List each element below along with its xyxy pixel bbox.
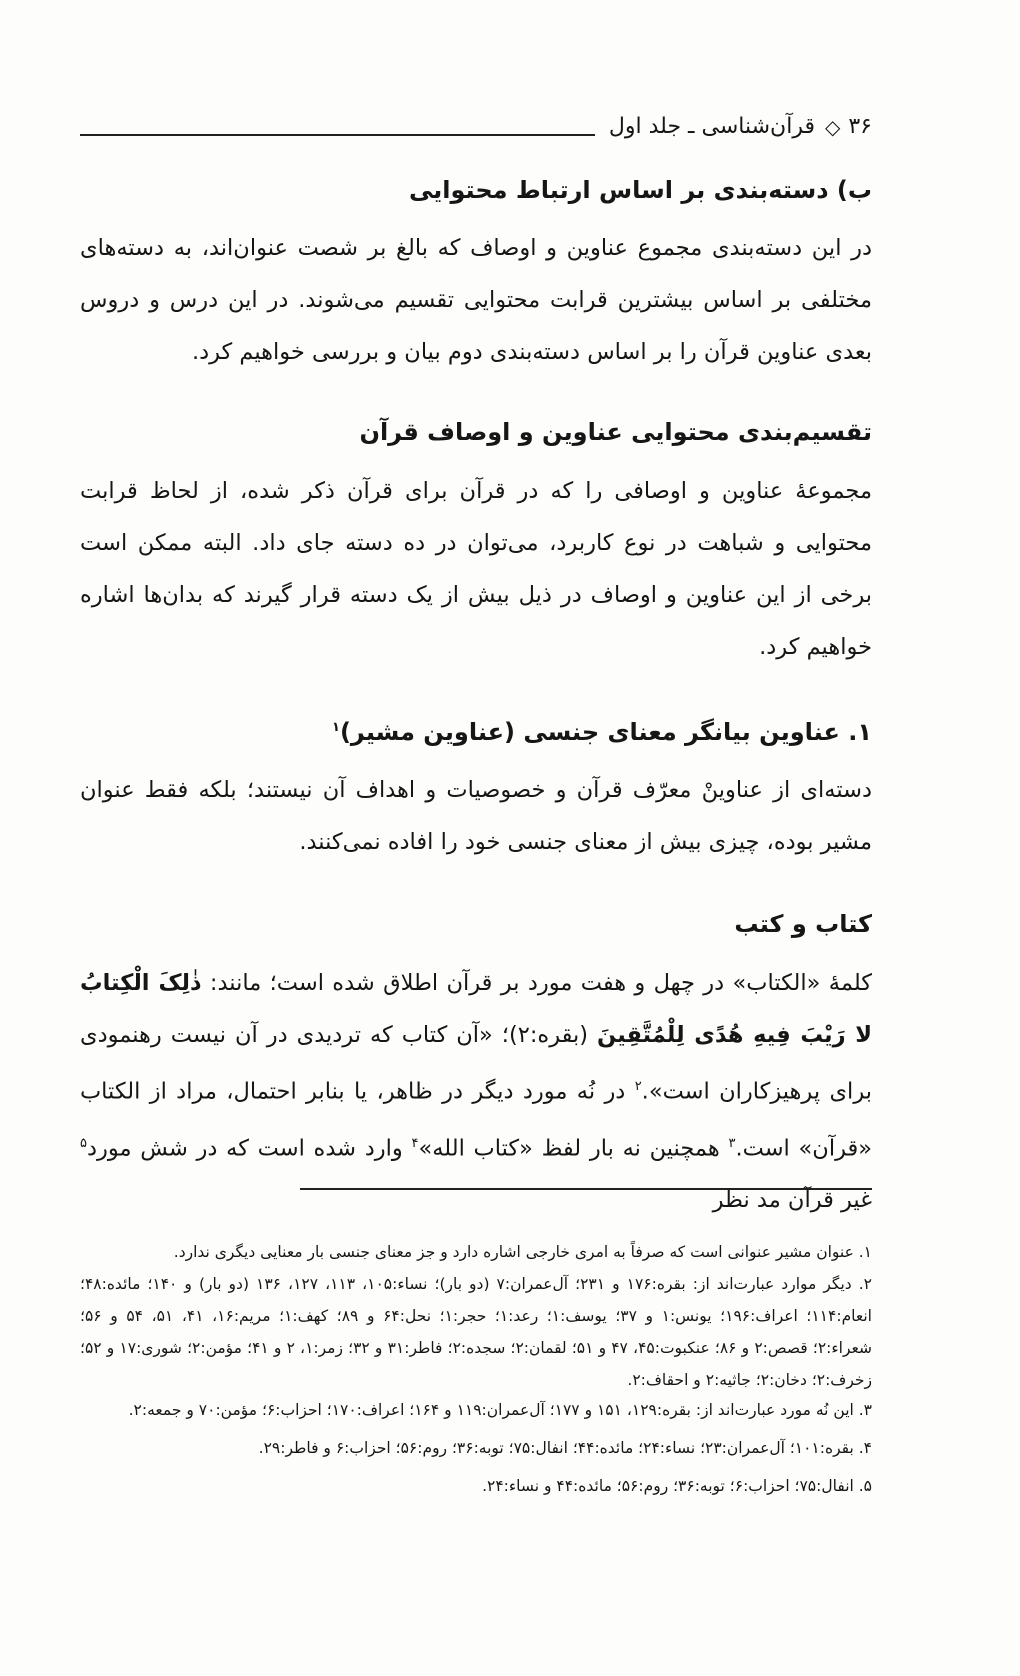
footnote-separator xyxy=(300,1188,872,1190)
kitab-text-2: (بقره:۲)؛ «آن کتاب که تردیدی در آن نیست رهنمودی برای پرهیزکاران است». xyxy=(80,1022,872,1105)
section-b-paragraph: در این دسته‌بندی مجموع عناوین و اوصاف که بالغ بر شصت عنوان‌اند، به دسته‌های مختلفی بر اساس بیشترین قرابت محتوایی تقسیم می‌شوند. در این درس و دروس بعدی عناوین قرآن را بر اساس دسته‌بندی دوم بیان و بررسی خواهیم کرد. xyxy=(80,235,872,365)
kitab-heading: کتاب و کتب xyxy=(734,910,872,938)
footnote-3: ۳. این نُه مورد عبارت‌اند از: بقره:۱۲۹، ۱۵۱ و ۱۷۷؛ آل‌عمران:۱۱۹ و ۱۶۴؛ اعراف:۱۷۰؛ احزاب:۶؛ مؤمن:۷۰ و جمعه:۲. xyxy=(128,1401,872,1419)
kitab-text-4: همچنین نه بار لفظ «کتاب الله» xyxy=(418,1135,729,1161)
running-head xyxy=(80,112,872,142)
footnote-4: ۴. بقره:۱۰۱؛ آل‌عمران:۲۳؛ نساء:۲۴؛ مائده:۴۴؛ انفال:۷۵؛ توبه:۳۶؛ روم:۵۶؛ احزاب:۶ و فاطر:۲۹. xyxy=(258,1439,872,1457)
section-1-heading-text: ۱. عناوین بیانگر معنای جنسی (عناوین مشیر) xyxy=(339,718,872,746)
section-1-heading xyxy=(80,718,872,746)
footnote-ref-1[interactable]: ۱ xyxy=(332,720,340,735)
kitab-text-6: غیر قرآن مد نظر xyxy=(712,1187,872,1213)
footnote-ref-2[interactable]: ۲ xyxy=(634,1079,642,1094)
kitab-paragraph xyxy=(80,957,872,1226)
header-rule xyxy=(80,134,595,136)
classification-paragraph: مجموعهٔ عناوین و اوصافی را که در قرآن برای قرآن ذکر شده، از لحاظ قرابت محتوایی و شباهت در نوع کاربرد، می‌توان در ده دسته جای داد. البته ممکن است برخی از این عناوین و اوصاف در ذیل بیش از یک دسته قرار گیرند که بدان‌ها اشاره خواهیم کرد. xyxy=(80,478,872,660)
footnote-ref-4[interactable]: ۴ xyxy=(411,1135,419,1151)
footnote-2: ۲. دیگر موارد عبارت‌اند از: بقره:۱۷۶ و ۲۳۱؛ آل‌عمران:۷ (دو بار)؛ نساء:۱۰۵، ۱۱۳، ۱۲۷، ۱۳۶ (دو بار) و ۱۴۰؛ مائده:۴۸؛ انعام:۱۱۴؛ اعراف:۱۹۶؛ یونس:۱ و ۳۷؛ یوسف:۱؛ رعد:۱؛ حجر:۱؛ نحل:۶۴ و ۸۹؛ کهف:۱؛ مریم:۱۶، ۴۱، ۵۱، ۵۴ و ۵۶؛ شعراء:۲؛ قصص:۲ و ۸۶؛ عنکبوت:۴۵، ۴۷ و ۵۱؛ لقمان:۲؛ سجده:۲؛ فاطر:۳۱ و ۳۲؛ زمر:۱، ۲ و ۴۱؛ مؤمن:۲؛ شوری:۱۷ و ۵۲؛ زخرف:۲؛ دخان:۲؛ جاثیه:۲ و احقاف:۲. xyxy=(80,1275,872,1389)
footnote-ref-3[interactable]: ۳ xyxy=(728,1135,736,1151)
quran-quote: ذٰلِکَ الْکِتابُ لا رَیْبَ فِیهِ هُدًی لِلْمُتَّقِینَ xyxy=(80,970,872,1048)
kitab-text-1: کلمهٔ «الکتاب» در چهل و هفت مورد بر قرآن اطلاق شده است؛ مانند: xyxy=(201,970,873,996)
section-1-paragraph: دسته‌ای از عناوینْ معرّف قرآن و خصوصیات و اهداف آن نیستند؛ بلکه فقط عنوان مشیر بوده، چیزی بیش از معنای جنسی خود را افاده نمی‌کنند. xyxy=(80,777,872,855)
diamond-icon: ◇ xyxy=(824,115,841,139)
footnote-ref-5[interactable]: ۵ xyxy=(80,1135,87,1151)
page-number: ۳۶ xyxy=(848,114,872,139)
kitab-text-5: وارد شده است که در شش مورد xyxy=(86,1135,412,1161)
footnote-1: ۱. عنوان مشیر عنوانی است که صرفاً به امری خارجی اشاره دارد و جز معنای جنسی بار معنایی دیگری ندارد. xyxy=(173,1243,872,1261)
classification-heading: تقسیم‌بندی محتوایی عناوین و اوصاف قرآن xyxy=(359,418,872,446)
kitab-text-3: در نُه مورد دیگر در ظاهر، یا بنابر احتمال، مراد از الکتاب «قرآن» است. xyxy=(80,1078,873,1161)
section-b-heading: ب) دسته‌بندی بر اساس ارتباط محتوایی xyxy=(408,176,872,204)
book-title: قرآن‌شناسی ـ جلد اول xyxy=(608,114,815,139)
footnote-5: ۵. انفال:۷۵؛ احزاب:۶؛ توبه:۳۶؛ روم:۵۶؛ مائده:۴۴ و نساء:۲۴. xyxy=(482,1477,872,1495)
